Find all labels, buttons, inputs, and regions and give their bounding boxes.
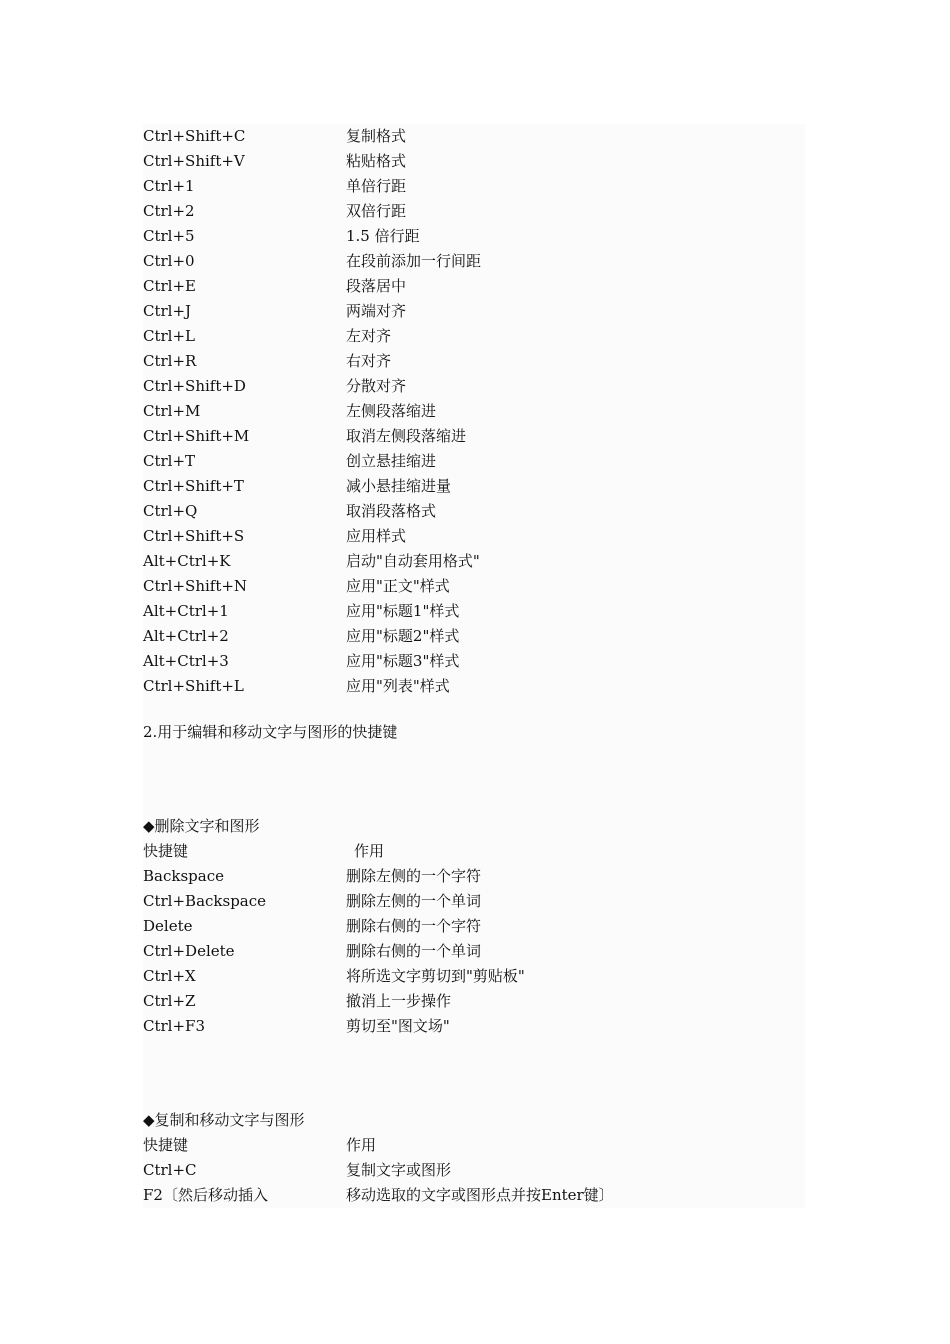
shortcut-desc: 双倍行距 xyxy=(346,202,407,220)
shortcut-key: Ctrl+Shift+C xyxy=(143,127,246,145)
subsection-heading: ◆删除文字和图形 xyxy=(143,817,260,835)
shortcut-desc: 应用"列表"样式 xyxy=(346,677,450,695)
shortcut-key: Ctrl+Z xyxy=(143,992,196,1010)
shortcut-key: Alt+Ctrl+K xyxy=(143,552,231,570)
shortcut-desc: 删除右侧的一个字符 xyxy=(346,917,482,935)
shortcut-key: Ctrl+M xyxy=(143,402,201,420)
shortcut-desc: 在段前添加一行间距 xyxy=(346,252,482,270)
shortcut-key: Ctrl+T xyxy=(143,452,196,470)
shortcut-key: Ctrl+Shift+T xyxy=(143,477,244,495)
shortcut-key: Ctrl+R xyxy=(143,352,197,370)
shortcut-key: Ctrl+Backspace xyxy=(143,892,267,910)
shortcut-key: Ctrl+2 xyxy=(143,202,195,220)
shortcut-desc: 取消段落格式 xyxy=(346,502,437,520)
shortcut-desc: 取消左侧段落缩进 xyxy=(346,427,467,445)
shortcut-key: Ctrl+C xyxy=(143,1161,197,1179)
shortcut-key: Alt+Ctrl+2 xyxy=(143,627,229,645)
shortcut-desc: 右对齐 xyxy=(346,352,392,370)
shortcut-key: Ctrl+E xyxy=(143,277,196,295)
shortcut-key: Ctrl+L xyxy=(143,327,196,345)
shortcut-desc: 左对齐 xyxy=(346,327,392,345)
shortcut-key: Ctrl+5 xyxy=(143,227,195,245)
shortcut-key: Ctrl+Shift+N xyxy=(143,577,248,595)
shortcut-desc: 启动"自动套用格式" xyxy=(346,552,480,570)
shortcut-desc: 复制格式 xyxy=(346,127,407,145)
shortcut-desc: 减小悬挂缩进量 xyxy=(346,477,452,495)
shortcut-desc: 应用样式 xyxy=(346,527,407,545)
shortcut-desc: 1.5 倍行距 xyxy=(346,227,420,245)
shortcut-desc: 剪切至"图文场" xyxy=(346,1017,450,1035)
shortcut-key: Ctrl+Shift+L xyxy=(143,677,244,695)
shortcut-key: Delete xyxy=(143,917,193,935)
shortcut-key: Ctrl+Shift+S xyxy=(143,527,245,545)
shortcut-desc: 应用"标题2"样式 xyxy=(346,627,460,645)
shortcut-desc: 两端对齐 xyxy=(346,302,407,320)
shortcut-desc: 撤消上一步操作 xyxy=(346,992,452,1010)
shortcut-desc: 单倍行距 xyxy=(346,177,407,195)
shortcut-desc: 应用"标题3"样式 xyxy=(346,652,460,670)
shortcut-desc: 粘贴格式 xyxy=(346,152,407,170)
shortcut-key: F2〔然后移动插入 xyxy=(143,1186,268,1204)
shortcut-key: Ctrl+Shift+V xyxy=(143,152,245,170)
document-content xyxy=(143,124,805,1208)
header-desc: 作用 xyxy=(354,842,385,860)
shortcut-key: Ctrl+Shift+M xyxy=(143,427,250,445)
shortcut-key: Backspace xyxy=(143,867,224,885)
shortcut-key: Ctrl+X xyxy=(143,967,196,985)
shortcut-desc: 分散对齐 xyxy=(346,377,407,395)
shortcut-desc: 左侧段落缩进 xyxy=(346,402,437,420)
shortcut-key: Ctrl+0 xyxy=(143,252,195,270)
subsection-heading: ◆复制和移动文字与图形 xyxy=(143,1111,305,1129)
shortcut-key: Alt+Ctrl+1 xyxy=(143,602,229,620)
shortcut-desc: 段落居中 xyxy=(346,277,407,295)
section-title: 2.用于编辑和移动文字与图形的快捷键 xyxy=(143,723,398,741)
shortcut-desc: 应用"标题1"样式 xyxy=(346,602,460,620)
shortcut-desc: 应用"正文"样式 xyxy=(346,577,450,595)
header-key: 快捷键 xyxy=(143,1136,189,1154)
shortcut-key: Ctrl+Delete xyxy=(143,942,235,960)
shortcut-key: Ctrl+Shift+D xyxy=(143,377,246,395)
shortcut-desc: 删除左侧的一个字符 xyxy=(346,867,482,885)
shortcut-key: Alt+Ctrl+3 xyxy=(143,652,229,670)
shortcut-key: Ctrl+F3 xyxy=(143,1017,205,1035)
shortcut-key: Ctrl+J xyxy=(143,302,192,320)
shortcut-desc: 删除右侧的一个单词 xyxy=(346,942,482,960)
shortcut-desc: 将所选文字剪切到"剪贴板" xyxy=(346,967,525,985)
shortcut-key: Ctrl+1 xyxy=(143,177,195,195)
shortcut-key: Ctrl+Q xyxy=(143,502,198,520)
header-desc: 作用 xyxy=(346,1136,377,1154)
header-key: 快捷键 xyxy=(143,842,189,860)
shortcut-desc: 创立悬挂缩进 xyxy=(346,452,437,470)
shortcut-desc: 删除左侧的一个单词 xyxy=(346,892,482,910)
shortcut-desc: 移动选取的文字或图形点并按Enter键〕 xyxy=(346,1186,614,1204)
shortcut-desc: 复制文字或图形 xyxy=(346,1161,452,1179)
